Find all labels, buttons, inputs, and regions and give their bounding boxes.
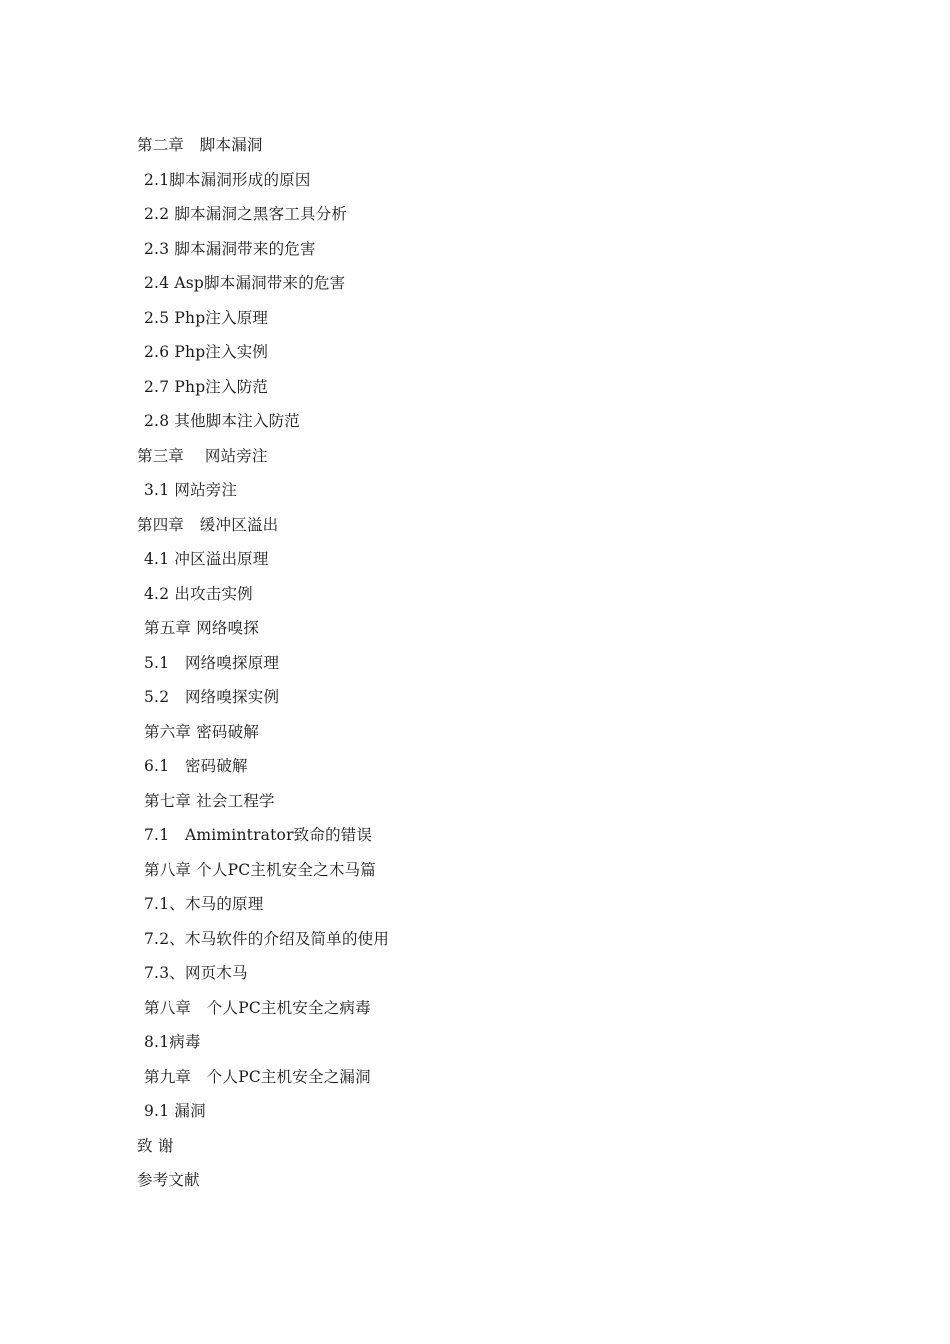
toc-section-entry: 5.1 网络嗅探原理 bbox=[144, 653, 280, 672]
toc-section-entry: 7.1 Amimintrator致命的错误 bbox=[144, 826, 373, 844]
toc-section-entry: 2.1脚本漏洞形成的原因 bbox=[144, 170, 311, 189]
toc-section-entry: 第六章 密码破解 bbox=[144, 722, 260, 741]
toc-chapter-entry: 第三章 网站旁注 bbox=[137, 446, 268, 465]
toc-section-entry: 2.4 Asp脚本漏洞带来的危害 bbox=[144, 274, 346, 292]
toc-section-entry: 2.6 Php注入实例 bbox=[144, 343, 269, 361]
toc-section-entry: 6.1 密码破解 bbox=[144, 757, 248, 775]
toc-section-entry: 2.7 Php注入防范 bbox=[144, 377, 269, 396]
toc-section-entry: 第七章 社会工程学 bbox=[144, 791, 275, 810]
toc-section-entry: 2.8 其他脚本注入防范 bbox=[144, 412, 300, 430]
toc-chapter-entry: 参考文献 bbox=[137, 1171, 200, 1189]
toc-section-entry: 3.1 网站旁注 bbox=[144, 481, 238, 499]
toc-section-entry: 7.1、木马的原理 bbox=[144, 895, 264, 913]
toc-section-entry: 2.5 Php注入原理 bbox=[144, 308, 269, 327]
toc-section-entry: 2.2 脚本漏洞之黑客工具分析 bbox=[144, 205, 348, 223]
toc-section-entry: 4.2 出攻击实例 bbox=[144, 584, 253, 603]
toc-section-entry: 2.3 脚本漏洞带来的危害 bbox=[144, 239, 316, 258]
toc-section-entry: 4.1 冲区溢出原理 bbox=[144, 550, 269, 568]
toc-section-entry: 第九章 个人PC主机安全之漏洞 bbox=[144, 1067, 371, 1086]
toc-section-entry: 第八章 个人PC主机安全之病毒 bbox=[144, 998, 371, 1017]
toc-section-entry: 9.1 漏洞 bbox=[144, 1102, 206, 1120]
toc-section-entry: 5.2 网络嗅探实例 bbox=[144, 688, 280, 706]
toc-section-entry: 第五章 网络嗅探 bbox=[144, 619, 260, 637]
table-of-contents bbox=[137, 131, 389, 1201]
toc-section-entry: 8.1病毒 bbox=[144, 1033, 201, 1051]
toc-section-entry: 第八章 个人PC主机安全之木马篇 bbox=[144, 860, 376, 879]
toc-section-entry: 7.2、木马软件的介绍及简单的使用 bbox=[144, 929, 390, 948]
toc-chapter-entry: 第四章 缓冲区溢出 bbox=[137, 515, 279, 534]
toc-chapter-entry: 第二章 脚本漏洞 bbox=[137, 136, 263, 154]
toc-chapter-entry: 致 谢 bbox=[137, 1136, 174, 1155]
toc-section-entry: 7.3、网页木马 bbox=[144, 964, 248, 982]
